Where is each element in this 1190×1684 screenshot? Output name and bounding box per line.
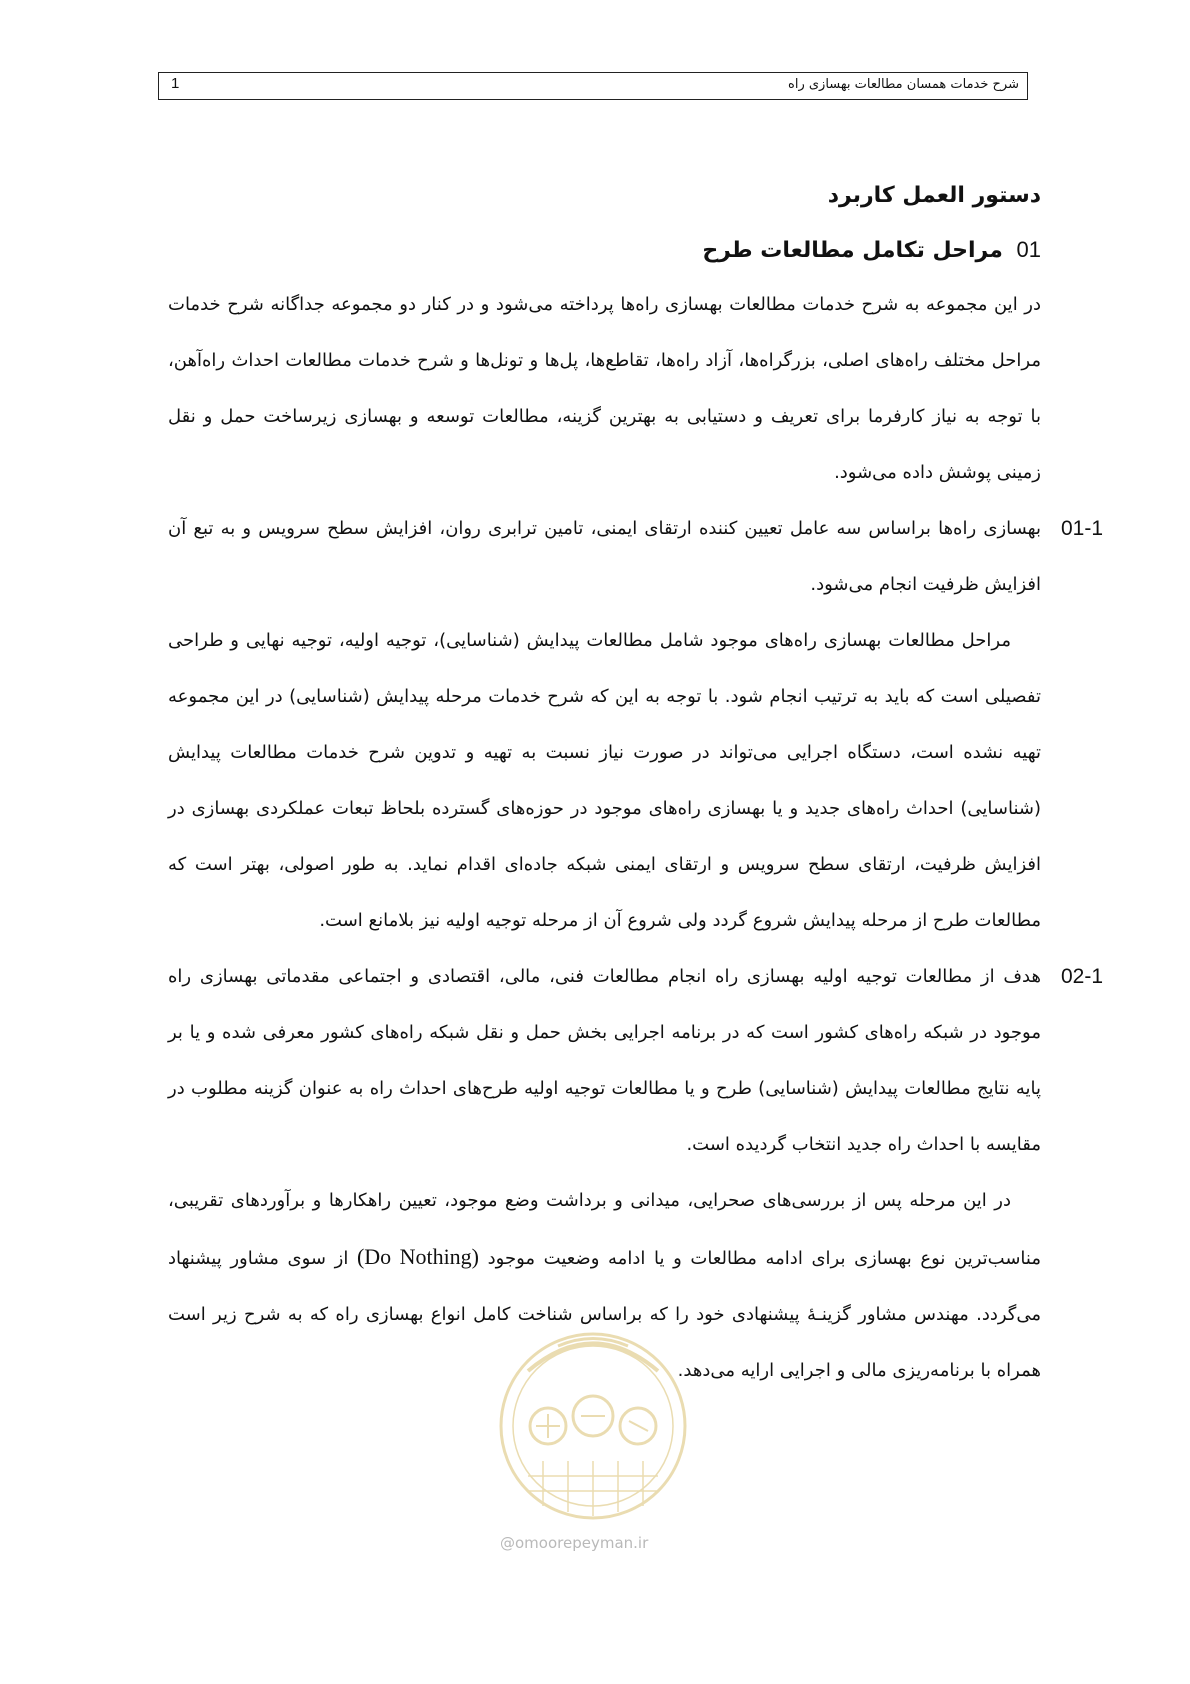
header-title: شرح خدمات همسان مطالعات بهسازی راه xyxy=(788,77,1019,92)
section-number: 01 xyxy=(1016,237,1041,262)
numbered-item-02-1 xyxy=(168,949,1103,1173)
document-body xyxy=(168,170,1103,1399)
watermark-logo xyxy=(488,1276,698,1526)
item-paragraph: هدف از مطالعات توجیه اولیه بهسازی راه انجام مطالعات فنی، مالی، اقتصادی و اجتماعی مقدماتی بهسازی راه موجود در شبکه راه‌های کشور است که در برنامه اجرایی بخش حمل و نقل شبکه راه‌های کشور معرفی شده و یا بر پایه نتایج مطالعات پیدایش (شناسایی) طرح و یا مطالعات توجیه اولیه طرح‌های احداث راه به عنوان گزینه مطلوب در مقایسه با احداث راه جدید انتخاب گردیده است. xyxy=(168,966,1041,1155)
watermark-url: @omoorepeyman.ir xyxy=(500,1534,649,1552)
section-heading xyxy=(168,228,1041,273)
page-number: 1 xyxy=(171,75,180,92)
final-text-part1: در این مرحله پس از بررسی‌های صحرایی، میدانی و برداشت وضع موجود، تعیین راهکارها و برآوردهای تقریبی، مناسب‌ترین نوع بهسازی برای ادامه مطالعات و یا ادامه وضعیت موجود xyxy=(168,1190,1041,1269)
stages-paragraph: مراحل مطالعات بهسازی راه‌های موجود شامل مطالعات پیدایش (شناسایی)، توجیه اولیه، توجیه نهایی و طراحی تفصیلی است که باید به ترتیب انجام شود. با توجه به این که شرح خدمات مرحله پیدایش (شناسایی) در این مجموعه تهیه نشده است، دستگاه اجرایی می‌تواند در صورت نیاز نسبت به تهیه و تدوین شرح خدمات مطالعات پیدایش (شناسایی) احداث راه‌های جدید و یا بهسازی راه‌های موجود در حوزه‌های گسترده بلحاظ تبعات عملکردی بهسازی در افزایش ظرفیت، ارتقای سطح سرویس و ارتقای ایمنی شبکه جاده‌ای اقدام نماید. به طور اصولی، بهتر است که مطالعات طرح از مرحله پیدایش شروع گردد ولی شروع آن از مرحله توجیه اولیه نیز بلامانع است. xyxy=(168,630,1041,931)
numbered-item-01-1 xyxy=(168,501,1103,613)
running-header xyxy=(158,72,1028,100)
final-text-part2: از سوی مشاور پیشنهاد می‌گردد. مهندس مشاور گزینـهٔ پیشنهادی خود را که براساس شناخت کامل انواع بهسازی راه که به شرح زیر است همراه با برنامه‌ریزی مالی و اجرایی ارایه می‌دهد. xyxy=(168,1248,1041,1381)
item-number: 02-1 xyxy=(1060,965,1103,988)
item-paragraph: بهسازی راه‌ها براساس سه عامل تعیین کننده ارتقای ایمنی، تامین ترابری روان، افزایش سطح سرویس و به تبع آن افزایش ظرفیت انجام می‌شود. xyxy=(168,518,1041,595)
intro-paragraph: در این مجموعه به شرح خدمات مطالعات بهسازی راه‌ها پرداخته می‌شود و در کنار دو مجموعه جداگانه شرح خدمات مراحل مختلف راه‌های اصلی، بزرگراه‌ها، آزاد راه‌ها، تقاطع‌ها، پل‌ها و تونل‌ها و شرح خدمات مطالعات احداث راه‌آهن، با توجه به نیاز کارفرما برای تعریف و دستیابی به بهترین گزینه، مطالعات توسعه و بهسازی زیرساخت حمل و نقل زمینی پوشش داده می‌شود. xyxy=(168,294,1041,483)
section-title: مراحل تکامل مطالعات طرح xyxy=(702,238,1003,263)
do-nothing-term: (Do Nothing) xyxy=(356,1244,480,1269)
page-heading: دستور العمل کاربرد xyxy=(827,183,1041,208)
item-number: 01-1 xyxy=(1060,517,1103,540)
